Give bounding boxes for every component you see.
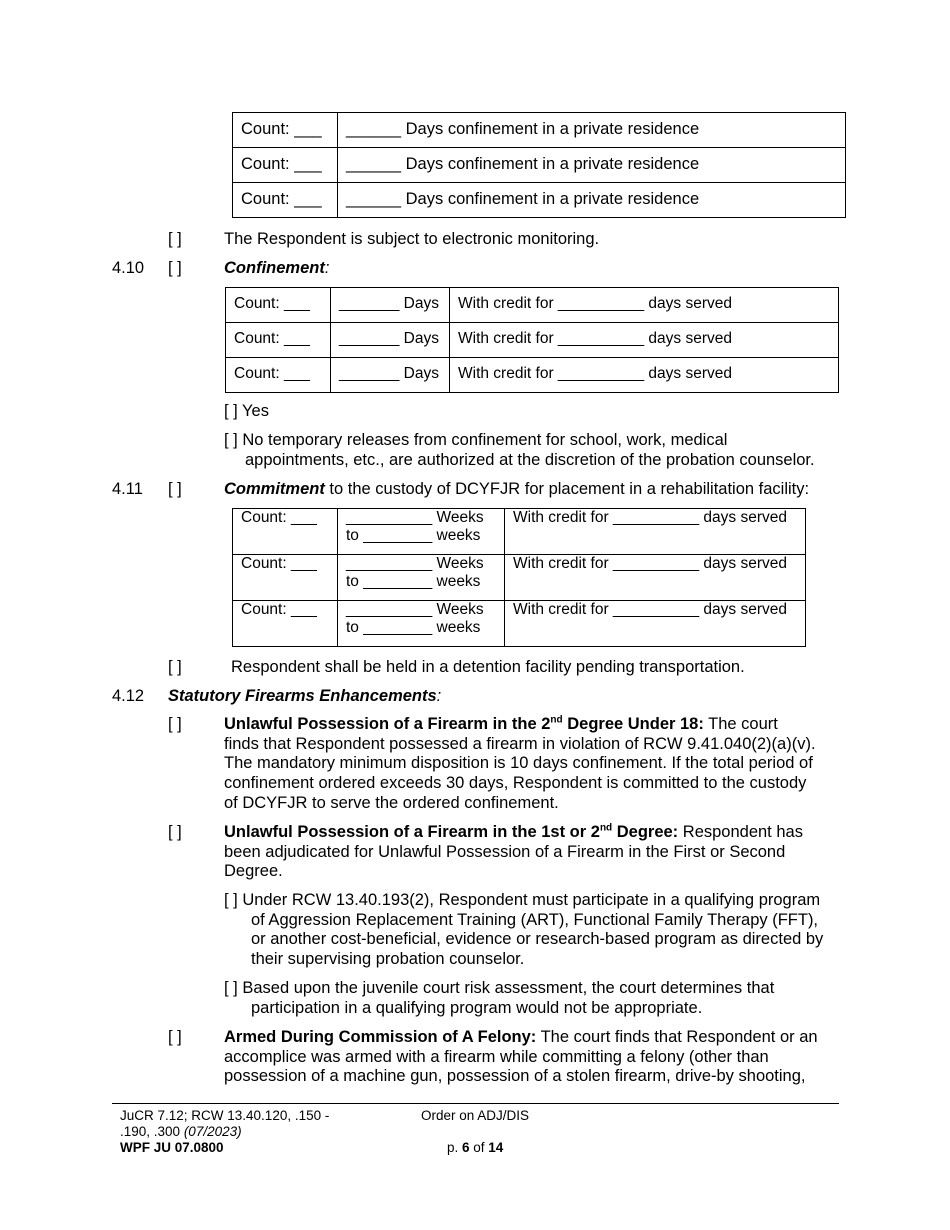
- qualifying-program-option[interactable]: [224, 891, 844, 970]
- paragraph-line: Degree.: [224, 862, 283, 881]
- count-cell: Count: ___: [226, 358, 331, 393]
- detention-text: Respondent shall be held in a detention facility pending transportation.: [231, 658, 745, 676]
- weeks-line: __________ Weeks: [346, 509, 484, 526]
- no-release-option-cont: appointments, etc., are authorized at the discretion of the probation counselor.: [245, 451, 815, 469]
- section-title-commitment: [224, 480, 809, 499]
- commitment-rest: to the custody of DCYFJR for placement in a rehabilitation facility:: [324, 480, 810, 498]
- weeks-line: __________ Weeks: [346, 555, 484, 572]
- paragraph-line: participation in a qualifying program would not be appropriate.: [251, 998, 703, 1017]
- checkbox-electronic-monitoring[interactable]: [ ]: [168, 230, 182, 248]
- table-row: [233, 555, 806, 601]
- paragraph-line: Unlawful Possession of a Firearm in the 2nd Degree Under 18: The court: [224, 714, 778, 733]
- days-cell: ______ Days confinement in a private residence: [338, 148, 846, 183]
- electronic-monitoring-text: The Respondent is subject to electronic monitoring.: [224, 230, 600, 248]
- no-release-option[interactable]: [ ] No temporary releases from confinement for school, work, medical: [224, 431, 728, 449]
- days-cell: _______ Days: [331, 288, 450, 323]
- weeks-to-line: to ________ weeks: [346, 527, 481, 544]
- count-cell: Count: ___: [233, 183, 338, 218]
- checkbox-armed-felony[interactable]: [ ]: [168, 1028, 182, 1046]
- footer-rule-citation: JuCR 7.12; RCW 13.40.120, .150 -: [120, 1108, 330, 1123]
- credit-cell: With credit for __________ days served: [505, 509, 806, 555]
- paragraph-line: possession of a machine gun, possession of a stolen firearm, drive-by shooting,: [224, 1067, 806, 1086]
- not-appropriate-option[interactable]: [224, 979, 844, 1018]
- commitment-table: [232, 508, 806, 647]
- commitment-title: Commitment: [224, 480, 325, 498]
- weeks-cell: [338, 555, 505, 601]
- paragraph-line: Unlawful Possession of a Firearm in the 1st or 2nd Degree: Respondent has: [224, 822, 803, 841]
- possession-1st-2nd-paragraph: [224, 823, 844, 882]
- yes-option[interactable]: [ ] Yes: [224, 402, 269, 420]
- paragraph-line: confinement ordered exceeds 30 days, Respondent is committed to the custody: [224, 774, 807, 793]
- count-cell: Count: ___: [233, 113, 338, 148]
- firearms-title: Statutory Firearms Enhancements: [168, 687, 437, 705]
- count-cell: Count: ___: [233, 555, 338, 601]
- count-cell: Count: ___: [233, 509, 338, 555]
- weeks-to-line: to ________ weeks: [346, 573, 481, 590]
- table-row: [226, 323, 839, 358]
- paragraph-line: of Aggression Replacement Training (ART), Functional Family Therapy (FFT),: [251, 910, 819, 929]
- weeks-cell: [338, 601, 505, 647]
- private-residence-table: [232, 112, 846, 218]
- table-row: [233, 183, 846, 218]
- footer-divider: [112, 1103, 839, 1104]
- section-title-firearms: [168, 687, 441, 706]
- footer-doc-title: Order on ADJ/DIS: [421, 1108, 530, 1123]
- bold-heading: Unlawful Possession of a Firearm in the 2nd Degree Under 18:: [224, 714, 704, 733]
- count-cell: Count: ___: [226, 288, 331, 323]
- weeks-to-line: to ________ weeks: [346, 619, 481, 636]
- table-row: [233, 601, 806, 647]
- section-title-confinement: [224, 259, 329, 278]
- days-cell: ______ Days confinement in a private residence: [338, 183, 846, 218]
- section-number-4-12: 4.12: [112, 687, 145, 705]
- section-number-4-11: 4.11: [112, 480, 143, 498]
- bold-heading: Armed During Commission of A Felony:: [224, 1028, 537, 1046]
- possession-under-18-paragraph: [224, 715, 844, 814]
- checkbox-detention[interactable]: [ ]: [168, 658, 182, 676]
- paragraph-line: [ ] Based upon the juvenile court risk assessment, the court determines that: [224, 979, 775, 997]
- checkbox-possession-under-18[interactable]: [ ]: [168, 715, 182, 733]
- table-row: [233, 113, 846, 148]
- footer-form-number: WPF JU 07.0800: [120, 1140, 224, 1155]
- confinement-title: Confinement: [224, 259, 325, 277]
- table-row: [226, 358, 839, 393]
- footer-page-number: p. 6 of 14: [447, 1140, 504, 1155]
- paragraph-line: The mandatory minimum disposition is 10 days confinement. If the total period of: [224, 754, 813, 773]
- paragraph-line: of DCYFJR to serve the ordered confinement.: [224, 793, 559, 812]
- paragraph-line: Armed During Commission of A Felony: The court finds that Respondent or an: [224, 1028, 818, 1046]
- paragraph-line: or another cost-beneficial, evidence or research-based program as directed by: [251, 930, 824, 949]
- days-cell: ______ Days confinement in a private residence: [338, 113, 846, 148]
- days-cell: _______ Days: [331, 358, 450, 393]
- checkbox-commitment[interactable]: [ ]: [168, 480, 182, 498]
- credit-cell: With credit for __________ days served: [450, 323, 839, 358]
- credit-cell: With credit for __________ days served: [450, 358, 839, 393]
- paragraph-line: [ ] Under RCW 13.40.193(2), Respondent must participate in a qualifying program: [224, 891, 821, 909]
- credit-cell: With credit for __________ days served: [450, 288, 839, 323]
- credit-cell: With credit for __________ days served: [505, 555, 806, 601]
- section-number-4-10: 4.10: [112, 259, 145, 277]
- confinement-table: [225, 287, 839, 393]
- credit-cell: With credit for __________ days served: [505, 601, 806, 647]
- checkbox-possession-1st-2nd[interactable]: [ ]: [168, 823, 182, 841]
- confinement-colon: :: [324, 259, 330, 277]
- bold-heading: Unlawful Possession of a Firearm in the 1st or 2nd Degree:: [224, 822, 679, 841]
- paragraph-line: been adjudicated for Unlawful Possession of a Firearm in the First or Second: [224, 842, 786, 861]
- armed-felony-paragraph: [224, 1028, 844, 1087]
- weeks-line: __________ Weeks: [346, 601, 484, 618]
- checkbox-confinement[interactable]: [ ]: [168, 259, 182, 277]
- firearms-colon: :: [436, 687, 442, 705]
- weeks-cell: [338, 509, 505, 555]
- count-cell: Count: ___: [233, 601, 338, 647]
- count-cell: Count: ___: [226, 323, 331, 358]
- table-row: [233, 509, 806, 555]
- days-cell: _______ Days: [331, 323, 450, 358]
- footer-rule-citation-cont: .190, .300 (07/2023): [120, 1124, 242, 1139]
- table-row: [226, 288, 839, 323]
- paragraph-line: their supervising probation counselor.: [251, 950, 525, 969]
- table-row: [233, 148, 846, 183]
- footer-left: [120, 1108, 329, 1156]
- paragraph-line: accomplice was armed with a firearm while committing a felony (other than: [224, 1047, 769, 1066]
- paragraph-line: finds that Respondent possessed a firearm in violation of RCW 9.41.040(2)(a)(v).: [224, 734, 816, 753]
- count-cell: Count: ___: [233, 148, 338, 183]
